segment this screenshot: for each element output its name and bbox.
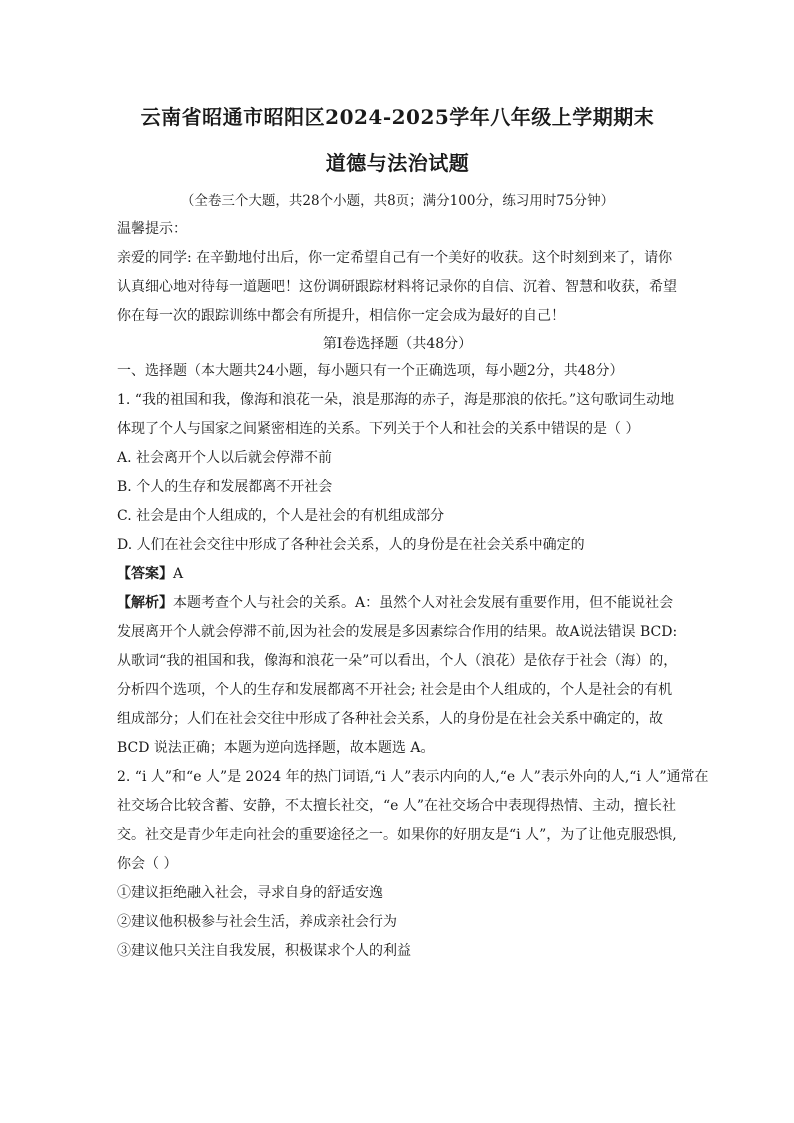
analysis-line [117,593,678,614]
question-stem-line: 交。社交是青少年走向社会的重要途径之一。如果你的好朋友是“i 人”，为了让他克服恐惧, [117,827,677,843]
tips-label: 温馨提示： [117,221,187,237]
page-title-line1: 云南省昭通市昭阳区2024-2025学年八年级上学期期末 [140,105,655,129]
page-title-line2: 道德与法治试题 [325,151,470,175]
tips-line: 认真细心地对待每一道题吧！这份调研跟踪材料将记录你的自信、沉着、智慧和收获，希望 [117,279,677,295]
statement-3: ③建议他只关注自我发展，积极谋求个人的利益 [117,943,411,959]
answer-line [117,564,678,585]
statement-2: ②建议他积极参与社会生活，养成亲社会行为 [117,914,397,930]
section-title: 第I卷选择题（共48分） [322,336,473,352]
answer-value: A [173,566,184,582]
analysis-tag: 【解析】 [117,595,173,611]
question-stem-line: 社交场合比较含蓄、安静，不太擅长社交，“e 人”在社交场合中表现得热情、主动，擅长社 [117,798,677,814]
answer-tag: 【答案】 [117,566,173,582]
analysis-line: 组成部分；人们在社会交往中形成了各种社会关系，人的身份是在社会关系中确定的，故 [117,711,663,727]
option-d: D. 人们在社会交往中形成了各种社会关系，人的身份是在社会关系中确定的 [117,537,585,553]
analysis-line: 发展离开个人就会停滞不前,因为社会的发展是多因素综合作用的结果。故A说法错误 BCD: [117,624,678,640]
question-stem-line: 1. “我的祖国和我，像海和浪花一朵，浪是那海的赤子，海是那浪的依托。”这句歌词生动地 [117,392,675,408]
exam-info: （全卷三个大题，共28个小题，共8页；满分100分，练习用时75分钟） [180,193,615,209]
option-b: B. 个人的生存和发展都离不开社会 [117,479,333,495]
analysis-text: 本题考查个人与社会的关系。A：虽然个人对社会发展有重要作用，但不能说社会 [173,595,674,611]
section-instruction: 一、选择题（本大题共24小题，每小题只有一个正确选项，每小题2分，共48分） [117,363,624,379]
tips-line: 亲爱的同学: 在辛勤地付出后，你一定希望自己有一个美好的收获。这个时刻到来了，请你 [117,250,673,266]
analysis-line: 分析四个选项，个人的生存和发展都离不开社会; 社会是由个人组成的，个人是社会的有机 [117,682,673,698]
analysis-line: BCD 说法正确；本题为逆向选择题，故本题选 A。 [117,740,435,756]
page-content [117,103,709,962]
question-stem-line: 2. “i 人”和“e 人”是 2024 年的热门词语,“i 人”表示内向的人,“e 人”表示外向的人,“i 人”通常在 [117,769,709,785]
tips-block [117,219,678,327]
option-a: A. 社会离开个人以后就会停滞不前 [117,450,333,466]
analysis-line: 从歌词“我的祖国和我，像海和浪花一朵”可以看出，个人（浪花）是依存于社会（海）的， [117,653,678,669]
option-c: C. 社会是由个人组成的，个人是社会的有机组成部分 [117,508,445,524]
question-stem-line: 体现了个人与国家之间紧密相连的关系。下列关于个人和社会的关系中错误的是（ ） [117,421,640,437]
statement-1: ①建议拒绝融入社会，寻求自身的舒适安逸 [117,885,383,901]
question-block [117,361,709,962]
tips-line: 你在每一次的跟踪训练中都会有所提升，相信你一定会成为最好的自己！ [117,308,565,324]
question-stem-line: 你会（ ） [117,856,178,872]
